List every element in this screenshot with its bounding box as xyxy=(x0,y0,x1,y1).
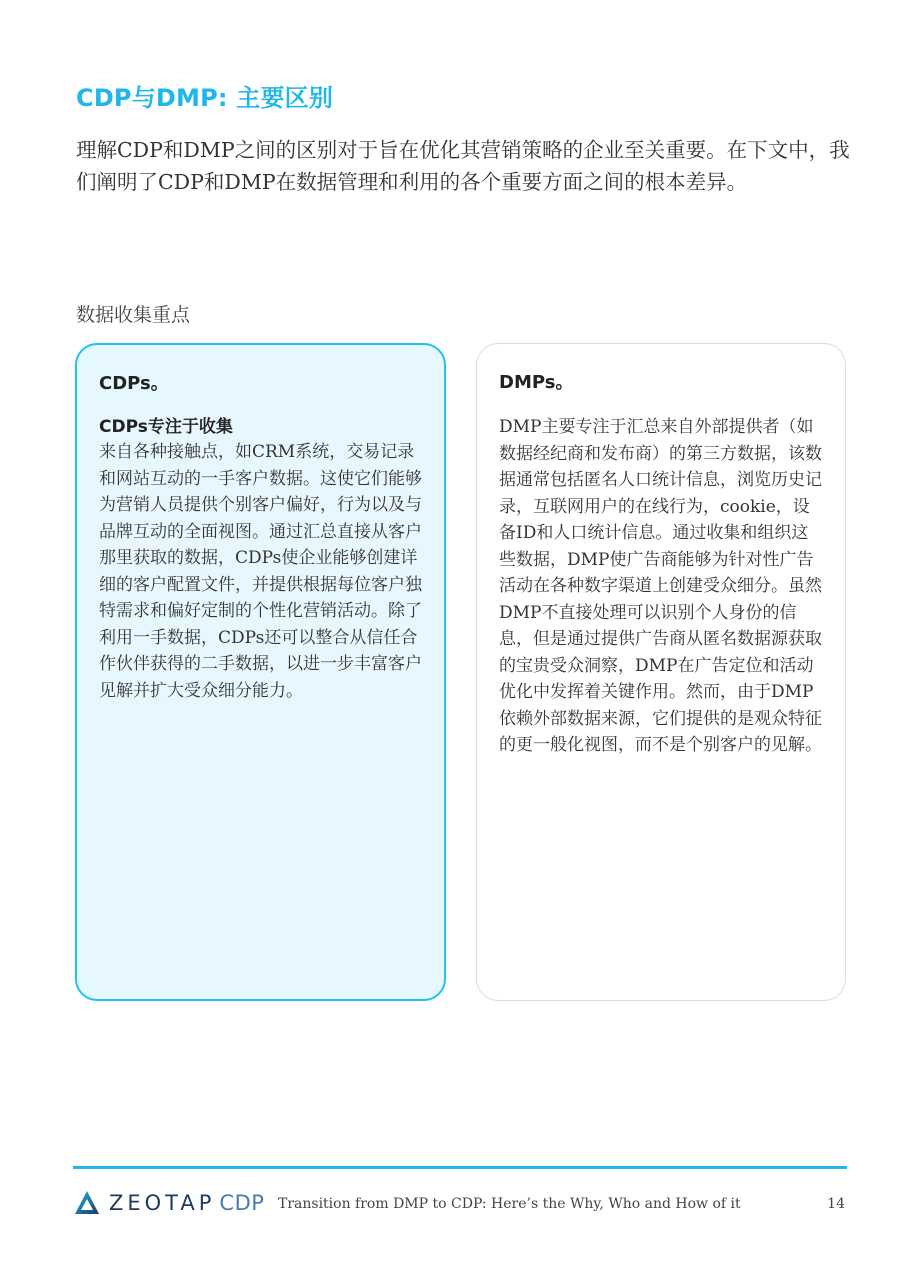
page-heading: CDP与DMP: 主要区别 xyxy=(76,84,334,112)
section-label: 数据收集重点 xyxy=(76,304,191,326)
cdp-card-title: CDPs。 xyxy=(99,373,169,394)
cdp-card-body: 来自各种接触点，如CRM系统，交易记录和网站互动的一手客户数据。这使它们能够为营销人员提供个别客户偏好，行为以及与品牌互动的全面视图。通过汇总直接从客户那里获取的数据，CDPs使企业能够创建详细的客户配置文件，并提供根据每位客户独特需求和偏好定制的个性化营销活动。除了利用一手数据，CDPs还可以整合从信任合作伙伴获得的二手数据，以进一步丰富客户见解并扩大受众细分能力。 xyxy=(99,442,422,701)
logo-suffix: CDP xyxy=(219,1191,265,1215)
intro-paragraph: 理解CDP和DMP之间的区别对于旨在优化其营销策略的企业至关重要。在下文中，我们阐明了CDP和DMP在数据管理和利用的各个重要方面之间的根本差异。 xyxy=(76,138,850,194)
dmp-card-title: DMPs。 xyxy=(499,372,574,393)
footer-divider xyxy=(73,1166,847,1169)
logo-text: ZEOTAP xyxy=(109,1191,216,1215)
dmp-card-body: DMP主要专注于汇总来自外部提供者（如数据经纪商和发布商）的第三方数据，该数据通常包括匿名人口统计信息，浏览历史记录，互联网用户的在线行为，cookie，设备ID和人口统计信息。通过收集和组织这些数据，DMP使广告商能够为针对性广告活动在各种数字渠道上创建受众细分。虽然DMP不直接处理可以识别个人身份的信息，但是通过提供广告商从匿名数据源获取的宝贵受众洞察，DMP在广告定位和活动优化中发挥着关键作用。然而，由于DMP依赖外部数据来源，它们提供的是观众特征的更一般化视图，而不是个别客户的见解。 xyxy=(499,417,822,755)
page-number: 14 xyxy=(827,1196,845,1212)
zeotap-logo xyxy=(73,1188,264,1218)
zeotap-triangle-icon xyxy=(73,1189,101,1217)
cdp-card xyxy=(75,343,446,1001)
footer-doc-title: Transition from DMP to CDP: Here’s the Why, Who and How of it xyxy=(278,1196,741,1212)
cdp-card-subtitle: CDPs专注于收集 xyxy=(99,417,233,437)
dmp-card xyxy=(476,343,846,1001)
